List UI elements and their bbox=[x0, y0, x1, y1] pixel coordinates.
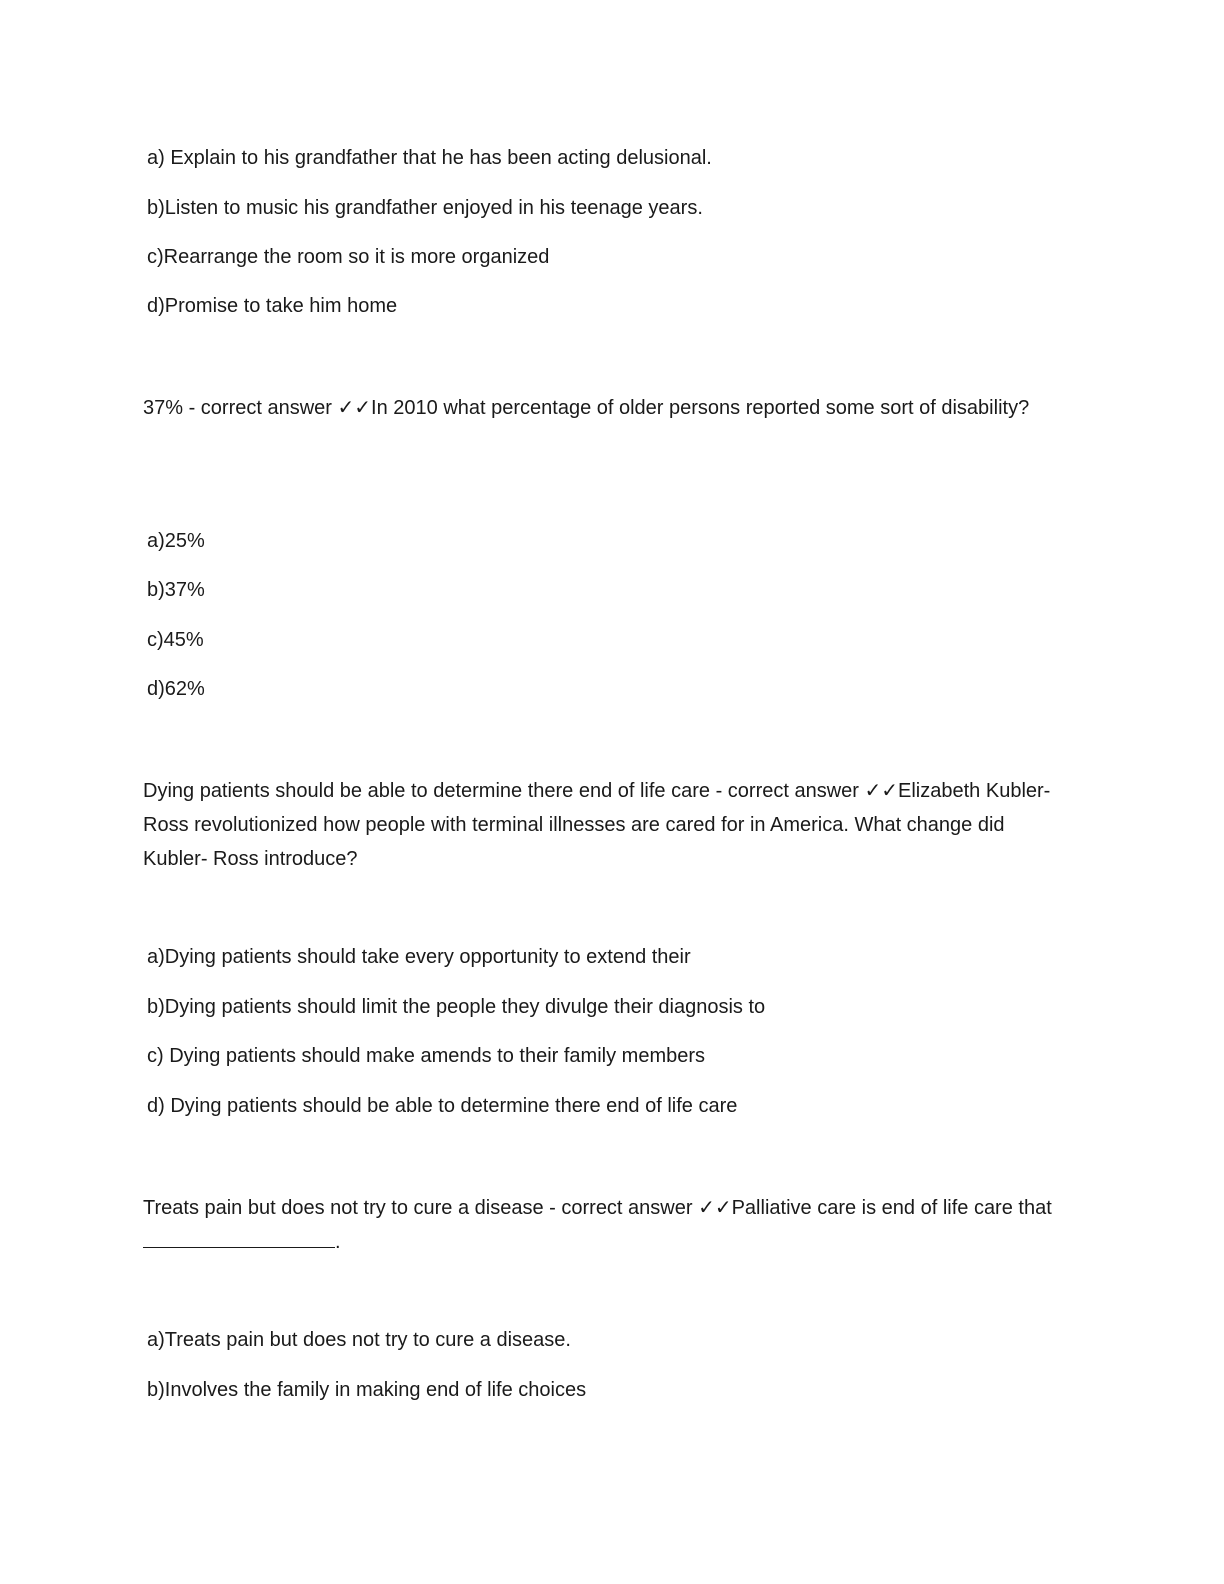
q2-question-text: Dying patients should be able to determine there end of life care - correct answer ✓✓Elizabeth Kubler-Ross revolutionized how people with terminal illnesses are cared for in America. What change did Kubler- Ross introduce? bbox=[143, 780, 1051, 870]
q2-option-c: c) Dying patients should make amends to their family members bbox=[147, 1045, 706, 1067]
q1-option-d: d)62% bbox=[147, 678, 205, 700]
q1-option-a: a)25% bbox=[147, 530, 205, 552]
fill-in-blank bbox=[143, 1225, 335, 1248]
q1-option-c: c)45% bbox=[147, 629, 204, 651]
q1-option-b: b)37% bbox=[147, 579, 205, 601]
q0-option-a: a) Explain to his grandfather that he has been acting delusional. bbox=[147, 147, 712, 169]
q1-question-text: 37% - correct answer ✓✓In 2010 what percentage of older persons reported some sort of disability? bbox=[143, 397, 1030, 419]
q3-option-a: a)Treats pain but does not try to cure a disease. bbox=[147, 1329, 571, 1351]
q3-option-b: b)Involves the family in making end of life choices bbox=[147, 1379, 587, 1401]
q2-option-b: b)Dying patients should limit the people they divulge their diagnosis to bbox=[147, 996, 766, 1018]
q0-option-b: b)Listen to music his grandfather enjoyed in his teenage years. bbox=[147, 197, 703, 219]
q3-question-text-after: . bbox=[335, 1231, 341, 1253]
q3-question-text bbox=[143, 1191, 1073, 1259]
q0-option-d: d)Promise to take him home bbox=[147, 295, 398, 317]
q2-option-d: d) Dying patients should be able to determine there end of life care bbox=[147, 1095, 738, 1117]
q3-question-text-before: Treats pain but does not try to cure a disease - correct answer ✓✓Palliative care is end of life care that bbox=[143, 1197, 1052, 1219]
q0-option-c: c)Rearrange the room so it is more organized bbox=[147, 246, 550, 268]
q2-option-a: a)Dying patients should take every opportunity to extend their bbox=[147, 946, 691, 968]
